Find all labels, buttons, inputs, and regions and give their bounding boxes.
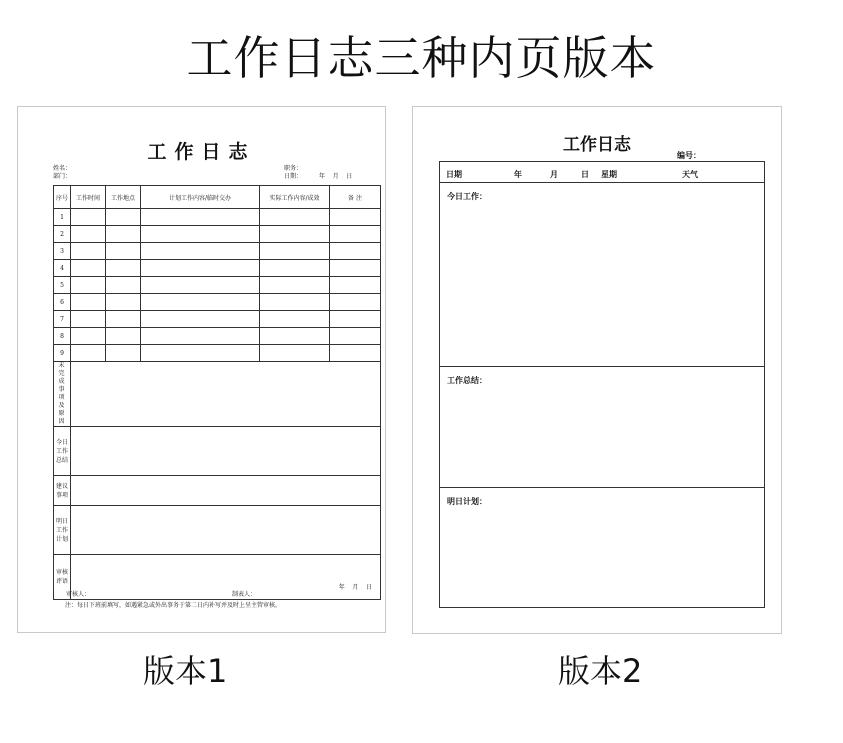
v2-today-section [440,183,764,367]
v2-day-label: 日 [581,170,589,179]
v1-header-cell: 工作时间 [71,186,106,209]
v1-section-label: 审核评语 [56,569,69,585]
v1-review-date: 年 月 日 [71,555,381,600]
table-row [54,260,381,277]
row-number: 4 [54,260,71,277]
v1-section-row [54,476,381,506]
v2-week-label: 星期 [601,170,617,179]
table-row [54,277,381,294]
v2-plan-label: 明日计划： [447,497,487,506]
table-row [54,328,381,345]
v1-sheet-title: 工作日志 [147,141,256,163]
page-title: 工作日志三种内页版本 [186,31,657,85]
table-row [54,243,381,260]
version-1-sheet [17,106,386,633]
v1-note: 注：每日下班前填写，如遇紧急或外出事务于第二日内补写并及时上呈主管审核。 [65,602,282,609]
v1-date-label: 日期： [284,173,303,180]
row-number: 2 [54,226,71,243]
row-number: 3 [54,243,71,260]
v1-section-row [54,427,381,476]
row-number: 1 [54,209,71,226]
row-number: 7 [54,311,71,328]
v1-section-row [54,506,381,555]
row-number: 6 [54,294,71,311]
version-2-caption: 版本2 [558,652,643,690]
v1-section-label: 建议事项 [56,482,69,499]
table-row [54,311,381,328]
v2-date-label: 日期 [446,170,462,179]
v1-header-cell: 工作地点 [106,186,141,209]
v1-header-cell: 备 注 [330,186,381,209]
v1-section-row [54,555,381,600]
v2-log-form [439,161,765,608]
table-row [54,226,381,243]
v1-section-row [54,362,381,427]
v1-log-table [53,185,381,600]
v1-header-row [54,186,381,209]
v1-section-label: 未完成事项及原因 [58,362,66,425]
v1-section-label: 今日工作总结 [56,438,69,464]
row-number: 5 [54,277,71,294]
v2-year-label: 年 [514,170,522,179]
v1-reviewer-label: 审核人： [66,591,91,598]
v2-today-label: 今日工作： [447,192,487,201]
v2-summary-section [440,367,764,488]
v1-maker-label: 制表人： [232,591,257,598]
v1-header-cell: 序号 [54,186,71,209]
table-row [54,345,381,362]
v2-sheet-title: 工作日志 [563,135,631,155]
v1-section-label: 明日工作计划 [56,517,69,543]
row-number: 9 [54,345,71,362]
v2-number-label: 编号： [677,151,701,160]
version-2-sheet [412,106,782,634]
v1-header-cell: 计划工作内容/临时交办 [141,186,260,209]
v1-name-label: 姓名： [53,165,72,172]
v1-position-label: 职务： [284,165,303,172]
v1-dept-label: 部门： [53,173,72,180]
v2-plan-section [440,488,764,607]
v1-date-ymd: 年 月 日 [319,173,353,180]
version-1-caption: 版本1 [143,652,228,690]
v1-header-cell: 实际工作内容/成效 [260,186,330,209]
table-row [54,209,381,226]
row-number: 8 [54,328,71,345]
v2-weather-label: 天气 [682,170,698,179]
v2-month-label: 月 [550,170,558,179]
table-row [54,294,381,311]
v2-header-row [440,162,764,183]
v2-summary-label: 工作总结： [447,376,487,385]
